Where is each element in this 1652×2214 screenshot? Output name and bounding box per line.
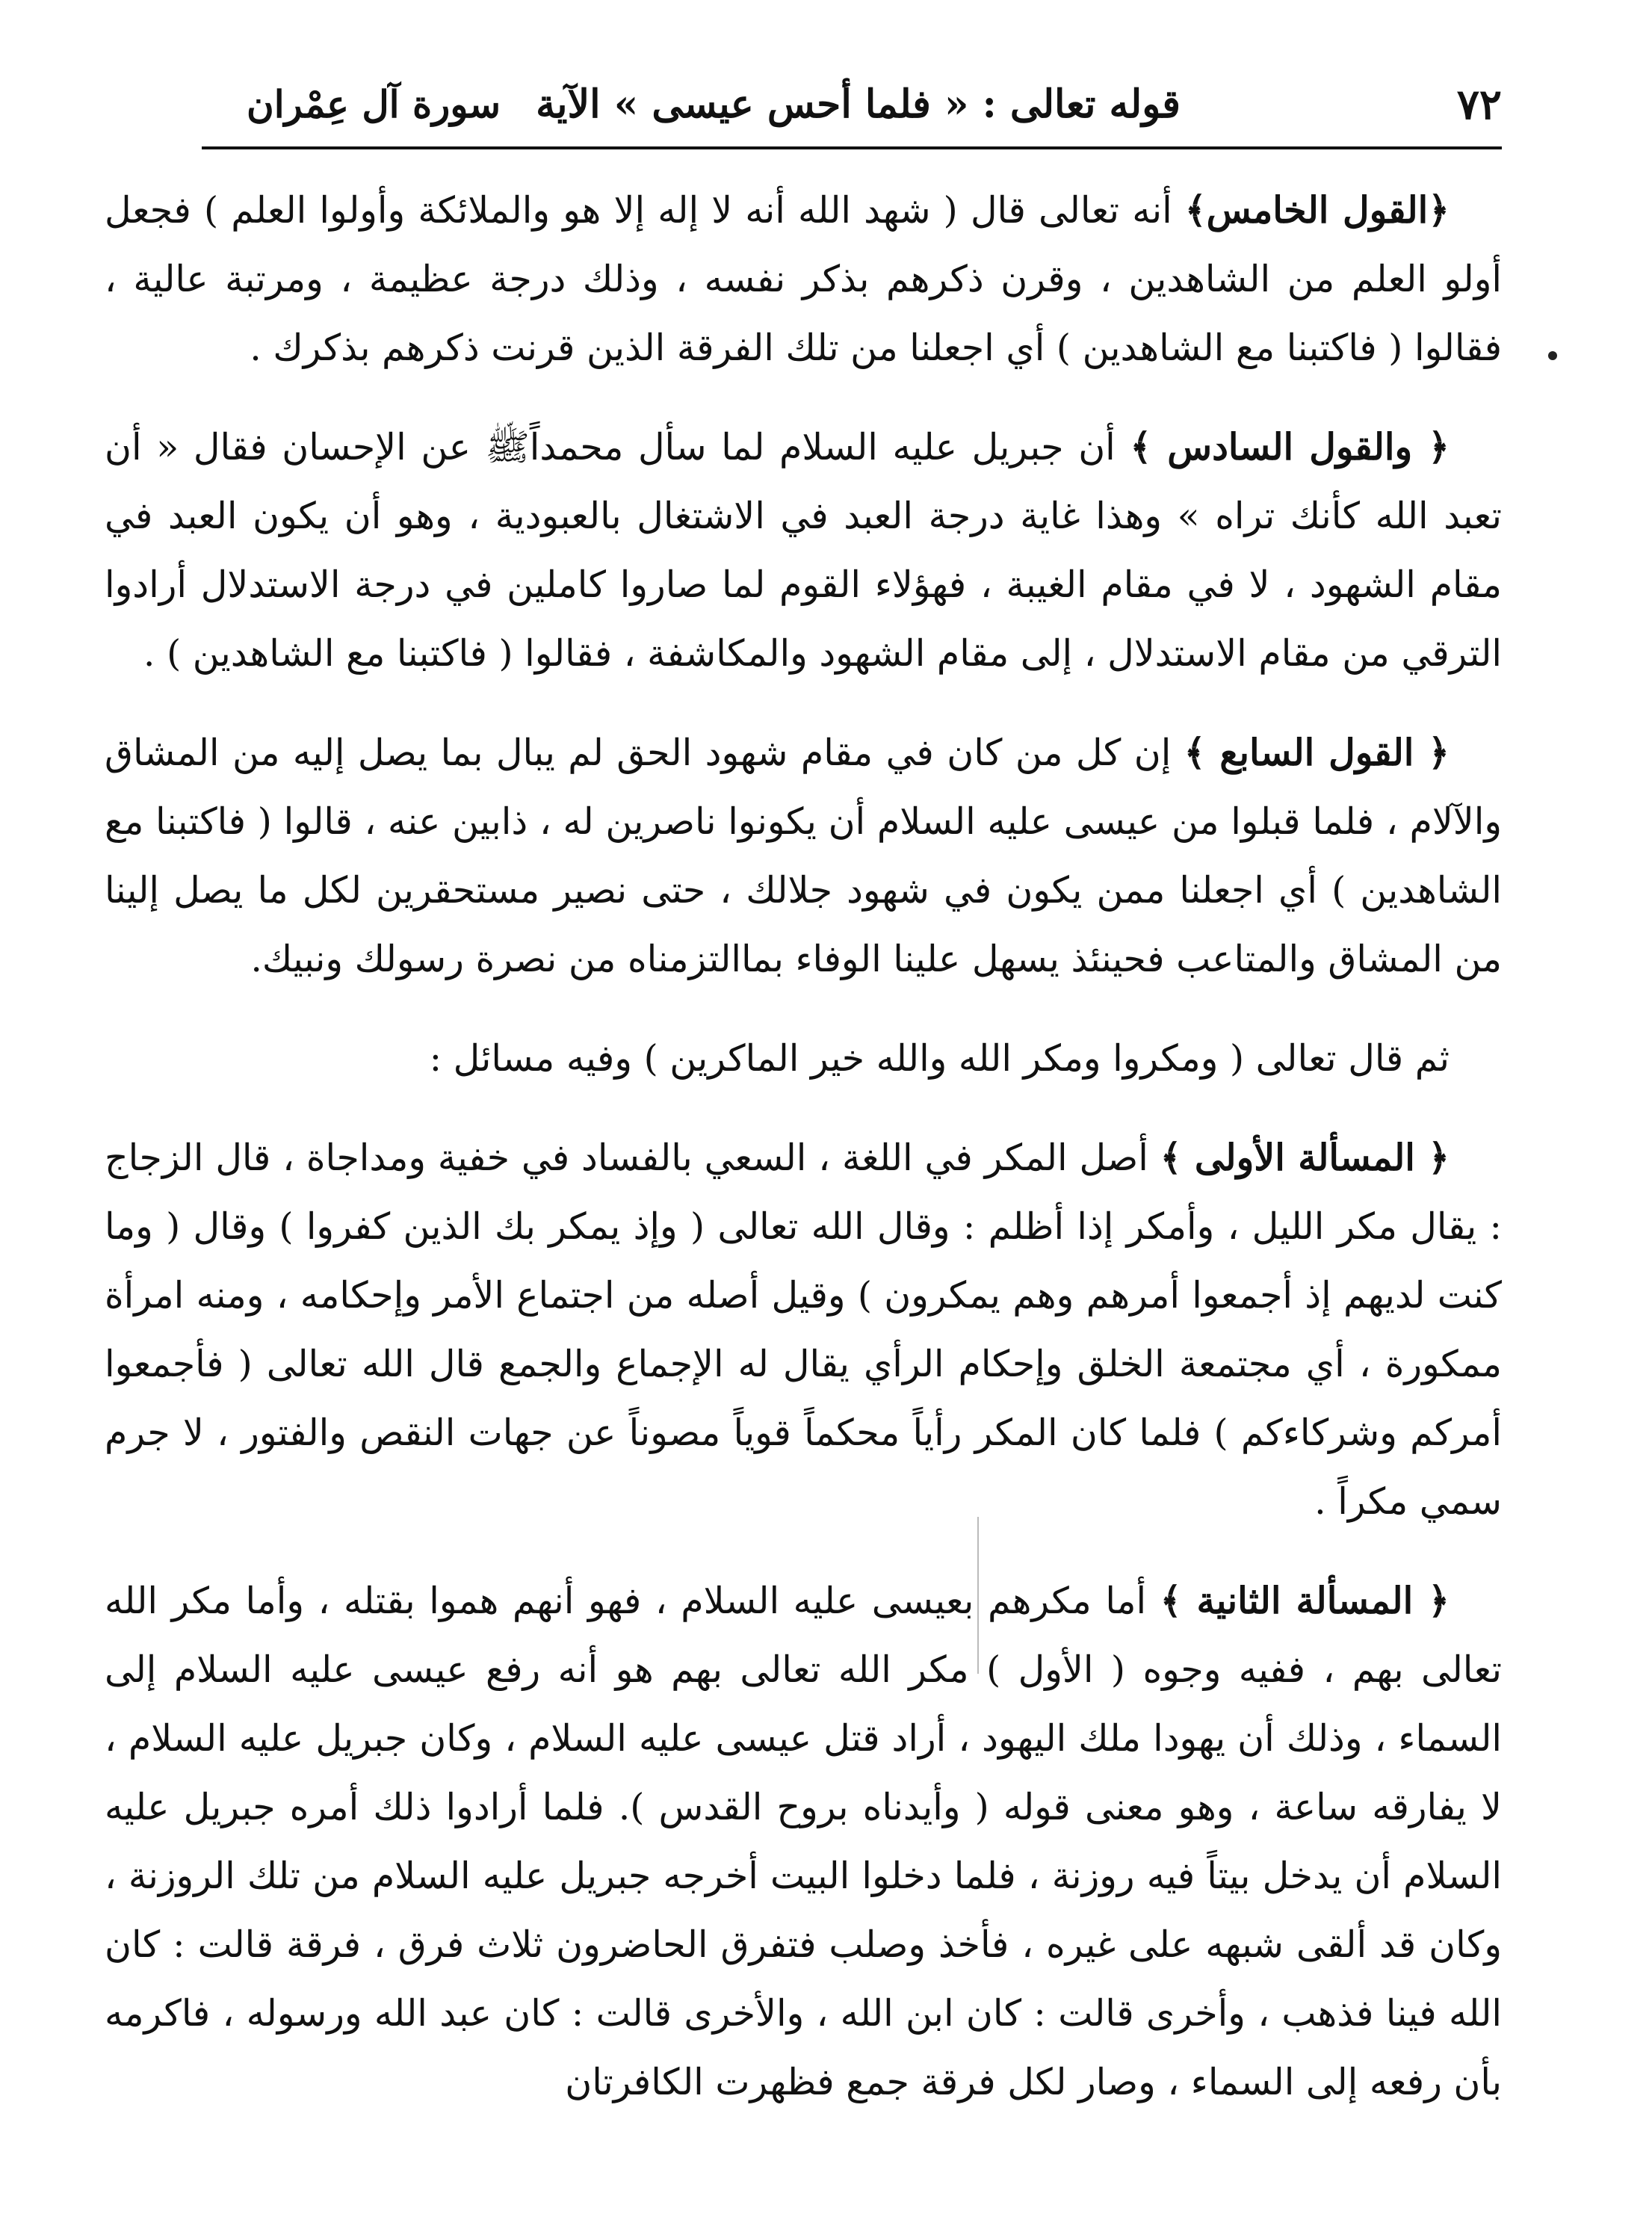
paragraph-fifth-saying <box>105 176 1502 383</box>
page-header <box>202 71 1502 138</box>
page-number: ٧٢ <box>1456 80 1502 129</box>
paragraph-text: أما مكرهم بعيسى عليه السلام ، فهو أنهم هموا بقتله ، وأما مكر الله تعالى بهم ، ففيه وجوه ( الأول ) مكر الله تعالى بهم هو أنه رفع عيسى عليه السلام إلى السماء ، وذلك أن يهودا ملك اليهود ، أراد قتل عيسى عليه السلام ، وكان جبريل عليه السلام ، لا يفارقه ساعة ، وهو معنى قوله ( وأيدناه بروح القدس ). فلما أرادوا ذلك أمره جبريل عليه السلام أن يدخل بيتاً فيه روزنة ، فلما دخلوا البيت أخرجه جبريل عليه السلام من تلك الروزنة ، وكان قد ألقى شبهه على غيره ، فأخذ وصلب فتفرق الحاضرون ثلاث فرق ، فرقة قالت : كان الله فينا فذهب ، وأخرى قالت : كان ابن الله ، والأخرى قالت : كان عبد الله ورسوله ، فاكرمه بأن رفعه إلى السماء ، وصار لكل فرقة جمع فظهرت الكافرتان <box>105 1580 1502 2103</box>
paragraph-second-question <box>105 1566 1502 2117</box>
stray-dot <box>1548 351 1557 360</box>
paragraph-text: إن كل من كان في مقام شهود الحق لم يبال بما يصل إليه من المشاق والآلام ، فلما قبلوا من عيسى عليه السلام أن يكونوا ناصرين له ، ذابين عنه ، قالوا ( فاكتبنا مع الشاهدين ) أي اجعلنا ممن يكون في شهود جلالك ، حتى نصير مستحقرين لكل ما يصل إلينا من المشاق والمتاعب فحينئذ يسهل علينا الوفاء بماالتزمناه من نصرة رسولك ونبيك. <box>105 732 1502 980</box>
paragraph-heading: ﴿ والقول السادس ﴾ <box>1130 425 1450 469</box>
paragraph-heading: ﴿ المسألة الثانية ﴾ <box>1160 1579 1450 1622</box>
body-text <box>105 176 1502 2147</box>
paragraph-sixth-saying <box>105 412 1502 688</box>
paragraph-verse-intro <box>105 1024 1502 1093</box>
paragraph-text: أنه تعالى قال ( شهد الله أنه لا إله إلا هو والملائكة وأولوا العلم ) فجعل أولو العلم من الشاهدين ، وقرن ذكرهم بذكر نفسه ، وذلك درجة عظيمة ، ومرتبة عالية ، فقالوا ( فاكتبنا مع الشاهدين ) أي اجعلنا من تلك الفرقة الذين قرنت ذكرهم بذكرك . <box>105 189 1502 369</box>
paragraph-text: أن جبريل عليه السلام لما سأل محمداًﷺ عن الإحسان فقال « أن تعبد الله كأنك تراه » وهذا غاية درجة العبد في الاشتغال بالعبودية ، وهو أن يكون العبد في مقام الشهود ، لا في مقام الغيبة ، فهؤلاء القوم لما صاروا كاملين في درجة الاستدلال أرادوا الترقي من مقام الاستدلال ، إلى مقام الشهود والمكاشفة ، فقالوا ( فاكتبنا مع الشاهدين ) . <box>105 426 1502 675</box>
paragraph-text: أصل المكر في اللغة ، السعي بالفساد في خفية ومداجاة ، قال الزجاج : يقال مكر الليل ، وأمكر إذا أظلم : وقال الله تعالى ( وإذ يمكر بك الذين كفروا ) وقال ( وما كنت لديهم إذ أجمعوا أمرهم وهم يمكرون ) وقيل أصله من اجتماع الأمر وإحكامه ، ومنه امرأة ممكورة ، أي مجتمعة الخلق وإحكام الرأي يقال له الإجماع والجمع قال الله تعالى ( فأجمعوا أمركم وشركاءكم ) فلما كان المكر رأياً محكماً قوياً مصوناً عن جهات النقص والفتور ، لا جرم سمي مكراً . <box>105 1137 1502 1523</box>
paragraph-heading: ﴿ المسألة الأولى ﴾ <box>1160 1136 1450 1179</box>
paragraph-seventh-saying <box>105 718 1502 994</box>
header-rule <box>202 146 1502 149</box>
running-head: قوله تعالى : « فلما أحس عيسى » الآية <box>536 81 1181 127</box>
paragraph-heading: ﴿ القول السابع ﴾ <box>1184 731 1450 774</box>
paragraph-text: ثم قال تعالى ( ومكروا ومكر الله والله خير الماكرين ) وفيه مسائل : <box>429 1037 1450 1080</box>
paragraph-heading: ﴿القول الخامس﴾ <box>1184 188 1450 232</box>
paragraph-first-question <box>105 1123 1502 1536</box>
surah-name: سورة آل عِمْران <box>247 82 501 126</box>
